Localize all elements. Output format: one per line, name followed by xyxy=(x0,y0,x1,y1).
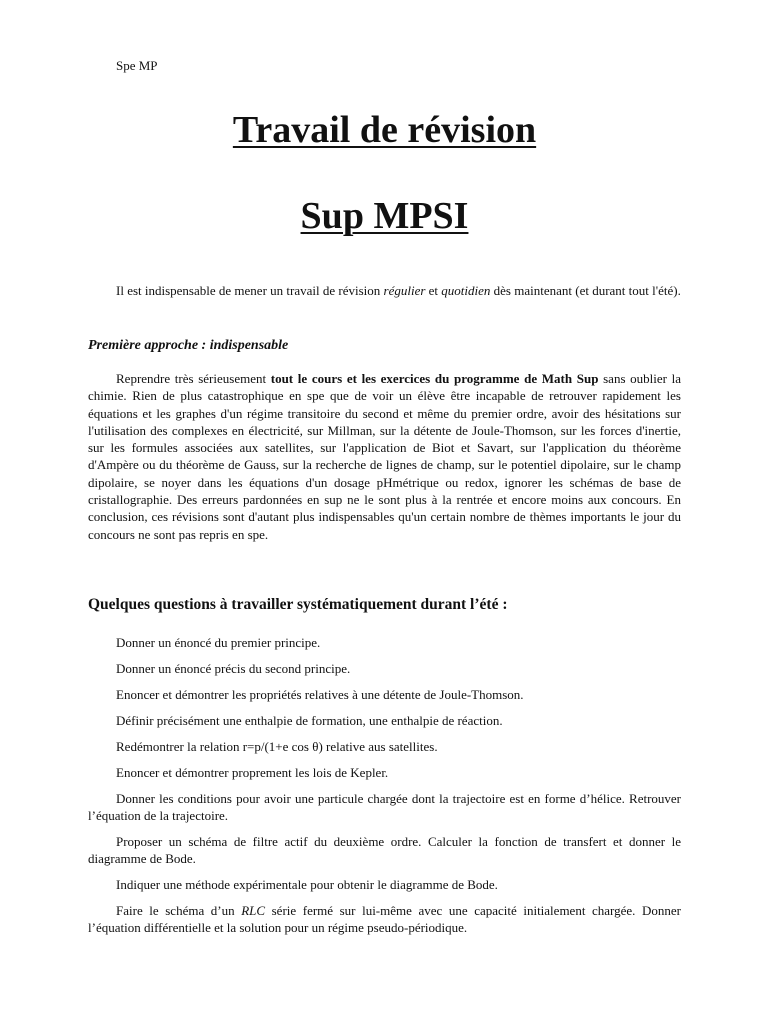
last-item-text-1: Faire le schéma d’un xyxy=(116,903,242,918)
intro-text-2: et xyxy=(425,283,442,298)
last-item-emphasis-rlc: RLC xyxy=(241,903,266,918)
list-item xyxy=(88,902,681,936)
list-item: Donner un énoncé du premier principe. xyxy=(116,635,321,650)
section-strong-text: tout le cours et les exercices du programme de Math Sup xyxy=(270,371,599,386)
section-paragraph xyxy=(88,370,681,543)
intro-emphasis-regulier: régulier xyxy=(383,283,426,298)
list-item: Définir précisément une enthalpie de formation, une enthalpie de réaction. xyxy=(116,713,503,728)
document-title xyxy=(88,108,681,152)
list-item: Indiquer une méthode expérimentale pour obtenir le diagramme de Bode. xyxy=(116,877,498,892)
list-item: Donner les conditions pour avoir une particule chargée dont la trajectoire est en forme d’hélice. Retrouver l’équation de la trajectoire. xyxy=(88,791,681,823)
intro-paragraph xyxy=(88,282,681,300)
questions-heading: Quelques questions à travailler systématiquement durant l’été : xyxy=(88,596,508,613)
last-item-text-2: série fermé sur lui-même avec une capacité initialement chargée. Donner l’équation différentielle et la solution pour un régime pseudo-périodique. xyxy=(88,903,681,935)
section-text-1: Reprendre très sérieusement xyxy=(116,371,271,386)
questions-list xyxy=(88,634,681,945)
intro-emphasis-quotidien: quotidien xyxy=(441,283,491,298)
intro-text-1: Il est indispensable de mener un travail de révision xyxy=(116,283,384,298)
list-item: Donner un énoncé précis du second principe. xyxy=(116,661,351,676)
list-item: Redémontrer la relation r=p/(1+e cos θ) relative aus satellites. xyxy=(116,739,438,754)
intro-text-3: dès maintenant (et durant tout l'été). xyxy=(490,283,681,298)
title-line-1: Travail de révision xyxy=(232,109,537,151)
list-item: Enoncer et démontrer les propriétés relatives à une détente de Joule-Thomson. xyxy=(116,687,524,702)
class-label: Spe MP xyxy=(116,58,158,73)
list-item: Proposer un schéma de filtre actif du deuxième ordre. Calculer la fonction de transfert et donner le diagramme de Bode. xyxy=(88,834,681,866)
document-subtitle xyxy=(88,194,681,238)
section-heading-premiere-approche: Première approche : indispensable xyxy=(88,338,289,353)
title-line-2: Sup MPSI xyxy=(300,195,469,237)
list-item: Enoncer et démontrer proprement les lois de Kepler. xyxy=(116,765,389,780)
section-text-2: sans oublier la chimie. Rien de plus catastrophique en spe que de voir un élève être incapable de retrouver rapidement les équations et les graphes d'un régime transitoire du second et même du premier ordre, avoir des hésitations sur l'utilisation des complexes en électricité, sur Millman, sur la détente de Joule-Thomson, sur les forces d'inertie, sur les formules associées aux satellites, sur l'application de Biot et Savart, sur l'application du théorème d'Ampère ou du théorème de Gauss, sur la recherche de lignes de champ, sur le potentiel dipolaire, sur le champ dipolaire, se noyer dans les équations d'un dosage pHmétrique ou redox, ignorer les schémas de base de cristallographie. Des erreurs pardonnées en sup ne le sont plus à la rentrée et encore moins aux concours. En conclusion, ces révisions sont d'autant plus indispensables qu'un certain nombre de thèmes importants le jour du concours ne sont pas repris en spe. xyxy=(88,371,682,542)
